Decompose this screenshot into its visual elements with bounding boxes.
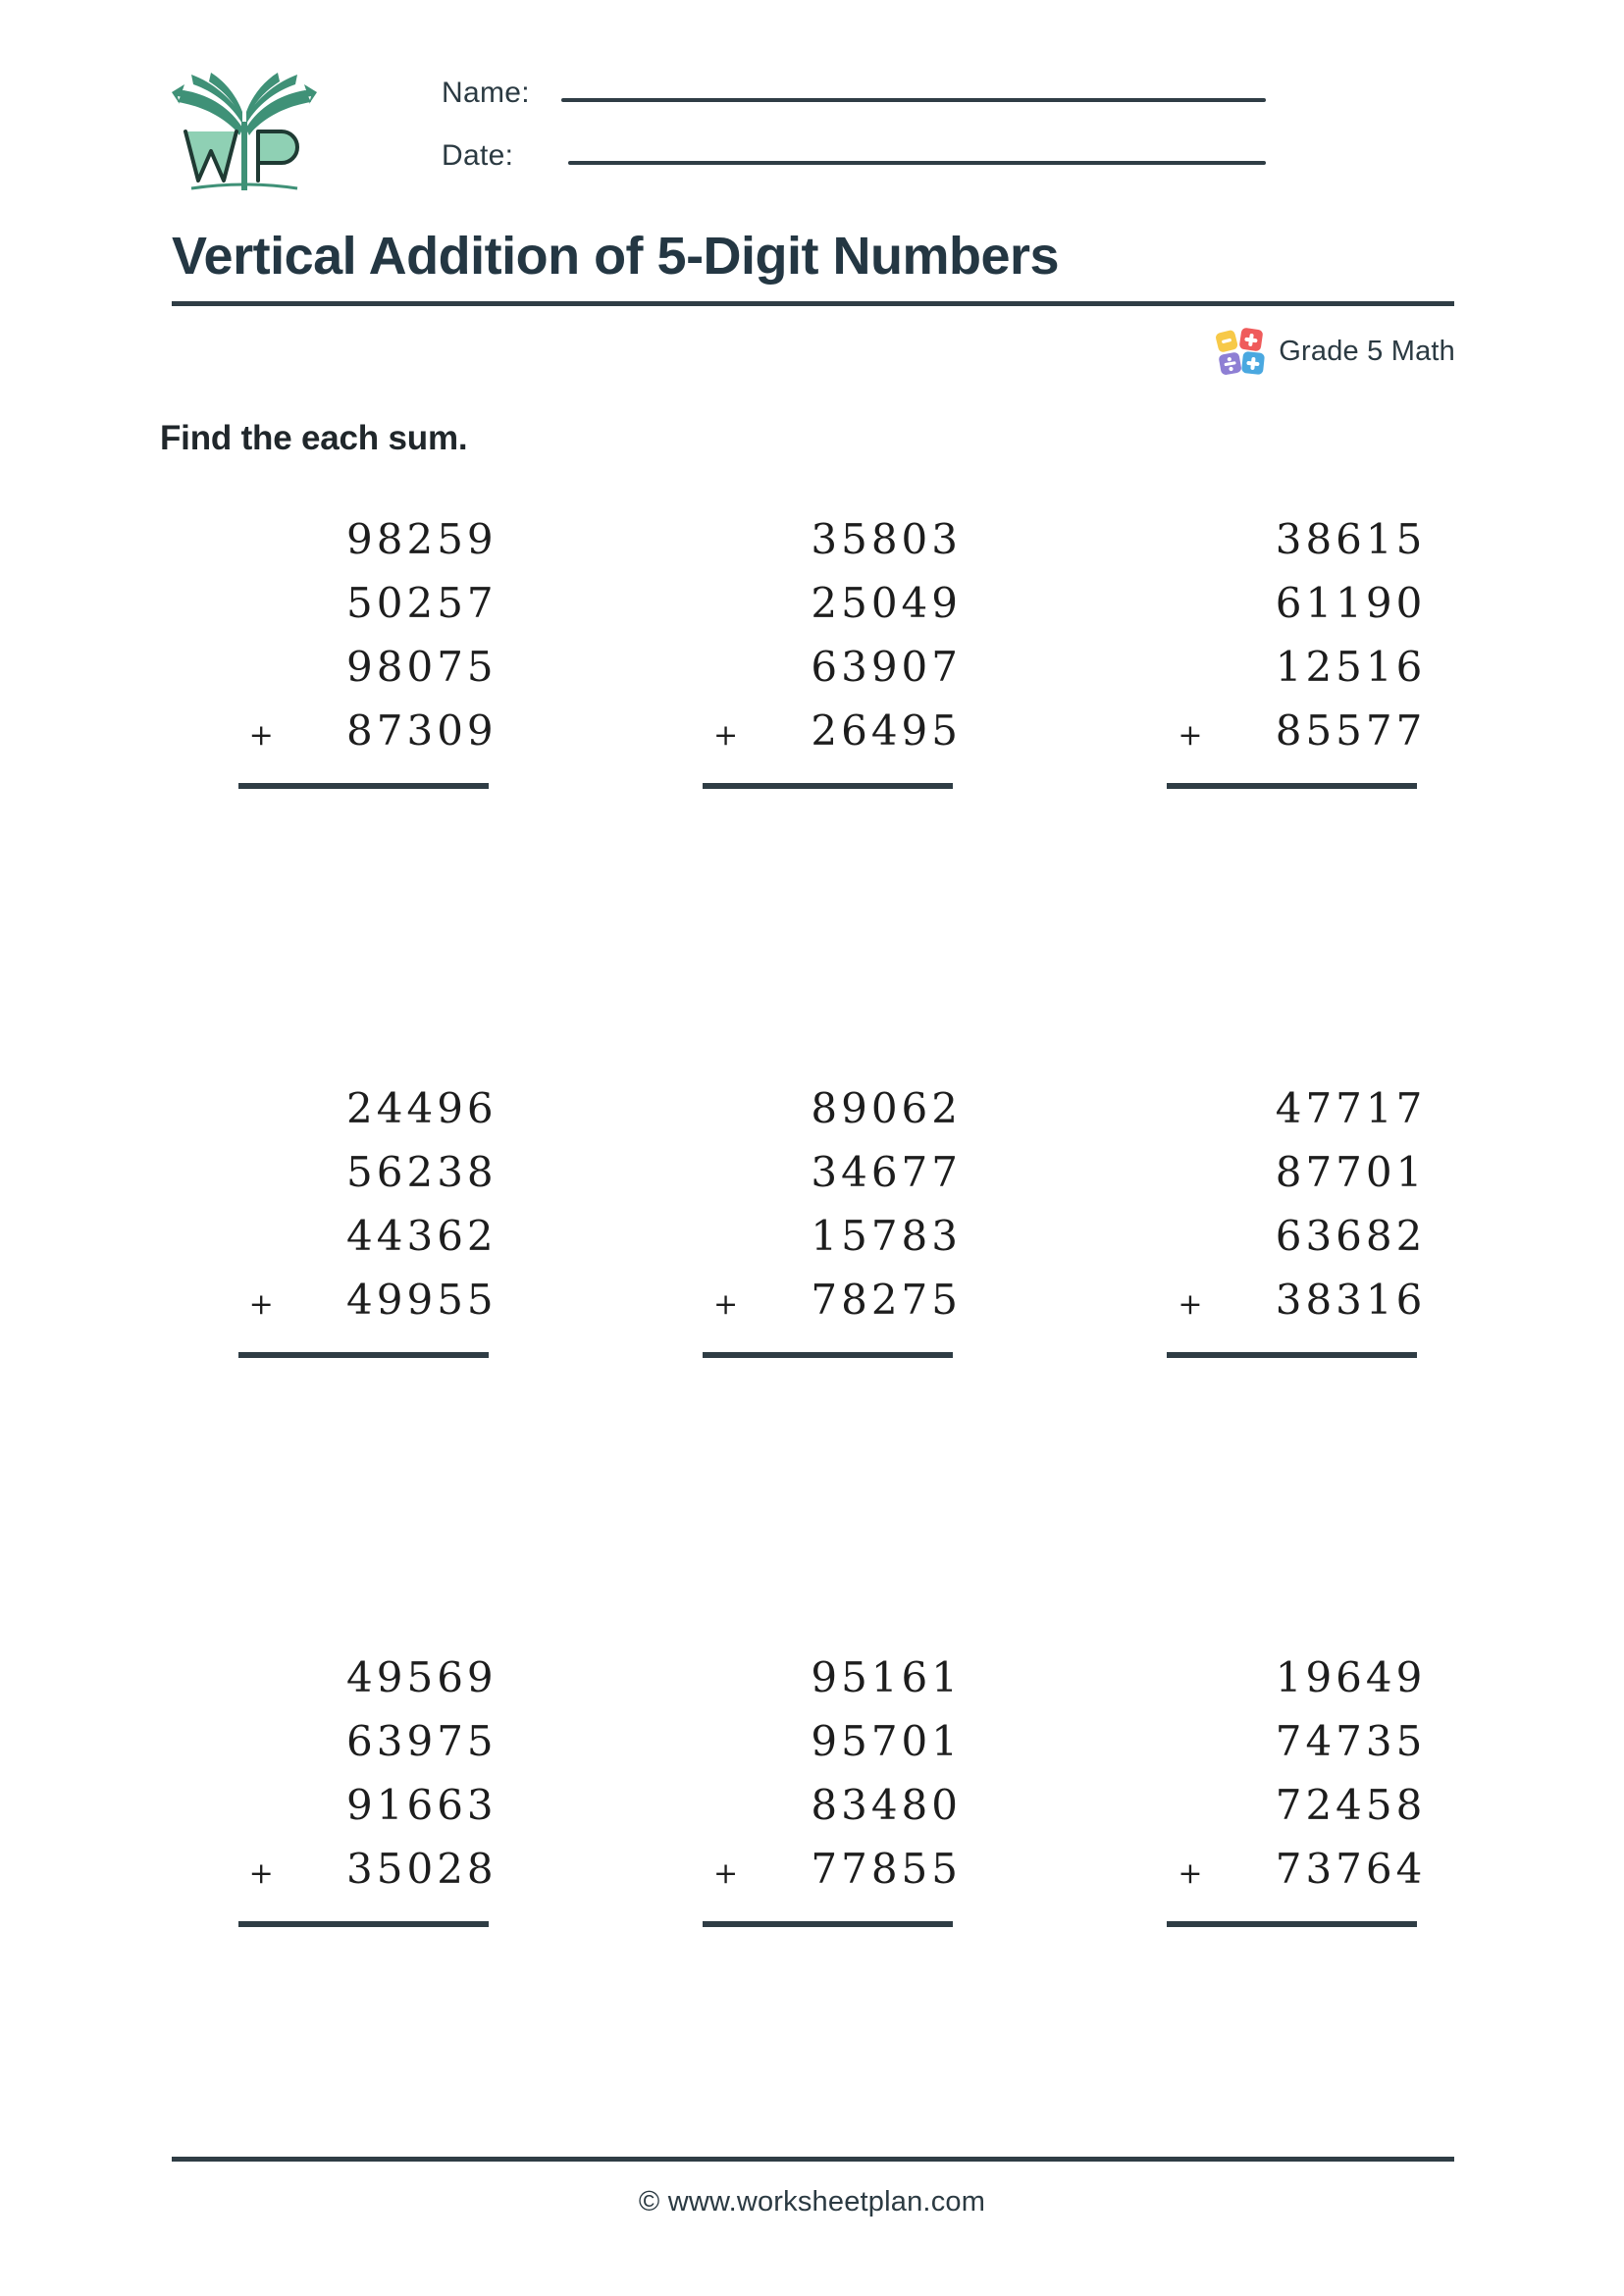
addend-value: 38615 bbox=[1275, 515, 1427, 563]
footer-divider bbox=[172, 2157, 1454, 2162]
addend-row bbox=[203, 1212, 498, 1276]
addend-row bbox=[1131, 1148, 1426, 1212]
addend-value: 50257 bbox=[346, 579, 498, 627]
answer-line[interactable] bbox=[1167, 1352, 1417, 1358]
page-title: Vertical Addition of 5-Digit Numbers bbox=[172, 227, 1060, 286]
plus-operator: + bbox=[1178, 1287, 1203, 1322]
answer-line[interactable] bbox=[703, 1921, 953, 1927]
instruction-text: Find the each sum. bbox=[160, 419, 468, 457]
addend-row bbox=[203, 1084, 498, 1148]
answer-line[interactable] bbox=[1167, 783, 1417, 789]
problem-6 bbox=[1047, 1084, 1511, 1653]
name-label: Name: bbox=[442, 77, 530, 109]
problem-9 bbox=[1047, 1653, 1511, 2222]
addend-value: 83480 bbox=[811, 1781, 962, 1829]
answer-line[interactable] bbox=[238, 783, 489, 789]
addend-value: 44362 bbox=[346, 1212, 498, 1260]
addend-value: 63682 bbox=[1275, 1212, 1427, 1260]
problem-3-stack bbox=[1131, 515, 1426, 789]
addend-row bbox=[1131, 515, 1426, 579]
problem-9-stack bbox=[1131, 1653, 1426, 1927]
addend-row bbox=[203, 643, 498, 706]
addend-value: 38316 bbox=[1275, 1276, 1427, 1324]
plus-operator: + bbox=[248, 1856, 274, 1891]
problem-7 bbox=[118, 1653, 582, 2222]
plus-operator: + bbox=[248, 718, 274, 753]
addend-row bbox=[667, 1845, 962, 1908]
addend-value: 61190 bbox=[1275, 579, 1427, 627]
addend-row bbox=[667, 1084, 962, 1148]
addend-row bbox=[203, 1276, 498, 1339]
addend-row bbox=[203, 1148, 498, 1212]
title-block bbox=[172, 228, 1452, 306]
addend-row bbox=[1131, 1084, 1426, 1148]
addend-value: 63907 bbox=[811, 643, 962, 691]
problem-3 bbox=[1047, 515, 1511, 1084]
problem-4 bbox=[118, 1084, 582, 1653]
addend-value: 49955 bbox=[346, 1276, 498, 1324]
addend-value: 26495 bbox=[811, 706, 962, 755]
addend-value: 73764 bbox=[1275, 1845, 1427, 1893]
addend-value: 49569 bbox=[346, 1653, 498, 1701]
date-input-line[interactable] bbox=[568, 161, 1266, 165]
addend-value: 12516 bbox=[1275, 643, 1427, 691]
addend-value: 78275 bbox=[811, 1276, 962, 1324]
plus-operator: + bbox=[248, 1287, 274, 1322]
addend-row bbox=[1131, 1212, 1426, 1276]
addend-value: 56238 bbox=[346, 1148, 498, 1196]
addend-row bbox=[1131, 1276, 1426, 1339]
addend-row bbox=[667, 1212, 962, 1276]
addend-row bbox=[203, 1781, 498, 1845]
problem-5-stack bbox=[667, 1084, 962, 1358]
problem-1-stack bbox=[203, 515, 498, 789]
addend-row bbox=[1131, 643, 1426, 706]
addend-row bbox=[667, 706, 962, 770]
addend-value: 34677 bbox=[811, 1148, 962, 1196]
addend-value: 35803 bbox=[811, 515, 962, 563]
answer-line[interactable] bbox=[703, 1352, 953, 1358]
addend-row bbox=[667, 1653, 962, 1717]
addend-value: 35028 bbox=[346, 1845, 498, 1893]
problem-6-stack bbox=[1131, 1084, 1426, 1358]
addend-value: 89062 bbox=[811, 1084, 962, 1132]
name-field-row bbox=[442, 77, 1266, 139]
addend-row bbox=[667, 1717, 962, 1781]
addend-row bbox=[667, 515, 962, 579]
math-tiles-icon bbox=[1214, 326, 1269, 377]
problem-2-stack bbox=[667, 515, 962, 789]
addend-row bbox=[667, 1781, 962, 1845]
addend-value: 72458 bbox=[1275, 1781, 1427, 1829]
addend-row bbox=[1131, 706, 1426, 770]
addend-row bbox=[667, 1276, 962, 1339]
addend-row bbox=[667, 643, 962, 706]
addend-row bbox=[1131, 1845, 1426, 1908]
addend-row bbox=[203, 1653, 498, 1717]
answer-line[interactable] bbox=[238, 1921, 489, 1927]
addend-value: 19649 bbox=[1275, 1653, 1427, 1701]
addend-value: 98075 bbox=[346, 643, 498, 691]
problem-2 bbox=[582, 515, 1046, 1084]
addend-value: 95701 bbox=[811, 1717, 962, 1765]
worksheet-header bbox=[0, 29, 1624, 206]
plus-operator: + bbox=[1178, 1856, 1203, 1891]
problem-8 bbox=[582, 1653, 1046, 2222]
answer-line[interactable] bbox=[1167, 1921, 1417, 1927]
addend-value: 15783 bbox=[811, 1212, 962, 1260]
addend-value: 95161 bbox=[811, 1653, 962, 1701]
date-label: Date: bbox=[442, 139, 514, 172]
title-divider bbox=[172, 301, 1454, 306]
answer-line[interactable] bbox=[238, 1352, 489, 1358]
addend-row bbox=[203, 579, 498, 643]
plus-operator: + bbox=[712, 1856, 739, 1891]
addend-value: 91663 bbox=[346, 1781, 498, 1829]
name-input-line[interactable] bbox=[561, 98, 1266, 102]
addend-row bbox=[667, 579, 962, 643]
plus-operator: + bbox=[712, 1287, 739, 1322]
grade-label: Grade 5 Math bbox=[1279, 335, 1455, 367]
addend-row bbox=[1131, 1653, 1426, 1717]
plus-operator: + bbox=[1178, 718, 1203, 753]
problem-8-stack bbox=[667, 1653, 962, 1927]
addend-value: 47717 bbox=[1275, 1084, 1427, 1132]
addend-row bbox=[1131, 1781, 1426, 1845]
addend-row bbox=[203, 1845, 498, 1908]
addend-row bbox=[203, 515, 498, 579]
problem-1 bbox=[118, 515, 582, 1084]
addend-row bbox=[667, 1148, 962, 1212]
addend-value: 74735 bbox=[1275, 1717, 1427, 1765]
worksheetplan-logo bbox=[152, 51, 334, 198]
addend-value: 77855 bbox=[811, 1845, 962, 1893]
date-field-row bbox=[442, 139, 1266, 202]
problem-grid bbox=[118, 515, 1511, 2222]
addend-row bbox=[1131, 579, 1426, 643]
problem-7-stack bbox=[203, 1653, 498, 1927]
grade-badge bbox=[1214, 326, 1455, 377]
addend-value: 24496 bbox=[346, 1084, 498, 1132]
addend-value: 87309 bbox=[346, 706, 498, 755]
addend-value: 85577 bbox=[1275, 706, 1427, 755]
student-info-fields bbox=[442, 77, 1266, 202]
addend-row bbox=[203, 706, 498, 770]
addend-value: 87701 bbox=[1275, 1148, 1427, 1196]
problem-4-stack bbox=[203, 1084, 498, 1358]
addend-row bbox=[1131, 1717, 1426, 1781]
plus-operator: + bbox=[712, 718, 739, 753]
addend-row bbox=[203, 1717, 498, 1781]
addend-value: 98259 bbox=[346, 515, 498, 563]
addend-value: 25049 bbox=[811, 579, 962, 627]
addend-value: 63975 bbox=[346, 1717, 498, 1765]
logo-book-icon bbox=[152, 51, 334, 198]
problem-5 bbox=[582, 1084, 1046, 1653]
footer-copyright: © www.worksheetplan.com bbox=[638, 2186, 986, 2218]
answer-line[interactable] bbox=[703, 783, 953, 789]
